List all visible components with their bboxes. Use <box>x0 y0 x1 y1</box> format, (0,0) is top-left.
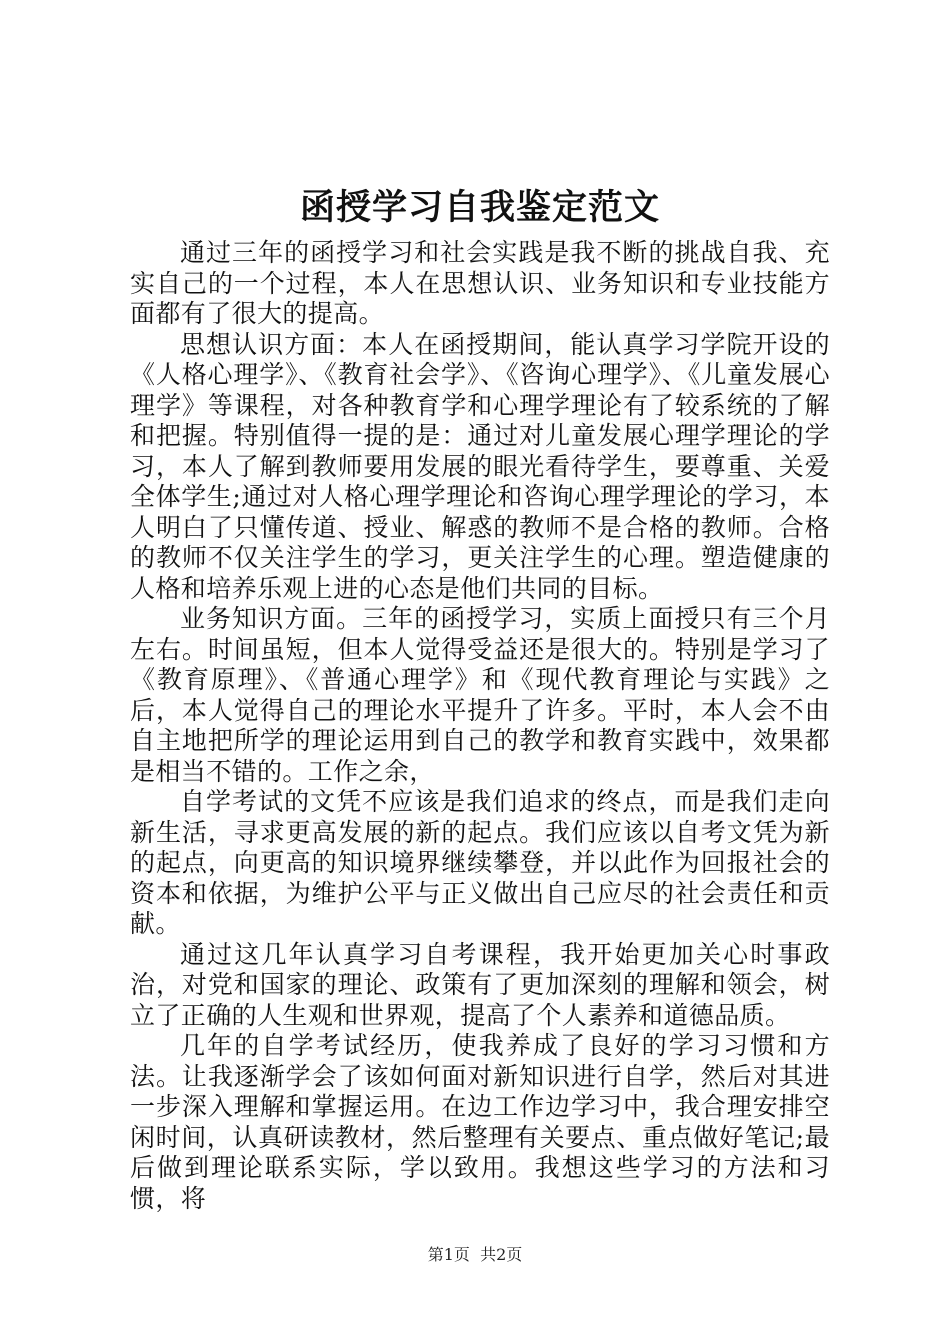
paragraph-diploma: 自学考试的文凭不应该是我们追求的终点，而是我们走向新生活，寻求更高发展的新的起点。我们应该以自考文凭为新的起点，向更高的知识境界继续攀登，并以此作为回报社会的资本和依据，为维护公平与正义做出自己应尽的社会责任和贡献。 <box>130 787 830 938</box>
page-footer <box>0 1244 950 1266</box>
paragraph-professional-knowledge: 业务知识方面。三年的函授学习，实质上面授只有三个月左右。时间虽短，但本人觉得受益还是很大的。特别是学习了《教育原理》、《普通心理学》和《现代教育理论与实践》之后，本人觉得自己的理论水平提升了许多。平时，本人会不由自主地把所学的理论运用到自己的教学和教育实践中，效果都是相当不错的。工作之余， <box>130 604 830 786</box>
document-body <box>130 238 830 1214</box>
paragraph-study-habits: 几年的自学考试经历，使我养成了良好的学习习惯和方法。让我逐渐学会了该如何面对新知识进行自学，然后对其进一步深入理解和掌握运用。在边工作边学习中，我合理安排空闲时间，认真研读教材，然后整理有关要点、重点做好笔记;最后做到理论联系实际，学以致用。我想这些学习的方法和习惯，将 <box>130 1031 830 1213</box>
paragraph-politics: 通过这几年认真学习自考课程，我开始更加关心时事政治，对党和国家的理论、政策有了更加深刻的理解和领会，树立了正确的人生观和世界观，提高了个人素养和道德品质。 <box>130 939 830 1030</box>
paragraph-intro: 通过三年的函授学习和社会实践是我不断的挑战自我、充实自己的一个过程，本人在思想认识、业务知识和专业技能方面都有了很大的提高。 <box>130 238 830 328</box>
page-number: 第1页 <box>427 1245 470 1264</box>
document-title: 函授学习自我鉴定范文 <box>299 187 660 228</box>
page-total: 共2页 <box>480 1245 523 1264</box>
paragraph-ideology: 思想认识方面：本人在函授期间，能认真学习学院开设的《人格心理学》、《教育社会学》、《咨询心理学》、《儿童发展心理学》等课程，对各种教育学和心理学理论有了较系统的了解和把握。特别值得一提的是：通过对儿童发展心理学理论的学习，本人了解到教师要用发展的眼光看待学生，要尊重、关爱全体学生;通过对人格心理学理论和咨询心理学理论的学习，本人明白了只懂传道、授业、解惑的教师不是合格的教师。合格的教师不仅关注学生的学习，更关注学生的心理。塑造健康的人格和培养乐观上进的心态是他们共同的目标。 <box>130 329 830 603</box>
